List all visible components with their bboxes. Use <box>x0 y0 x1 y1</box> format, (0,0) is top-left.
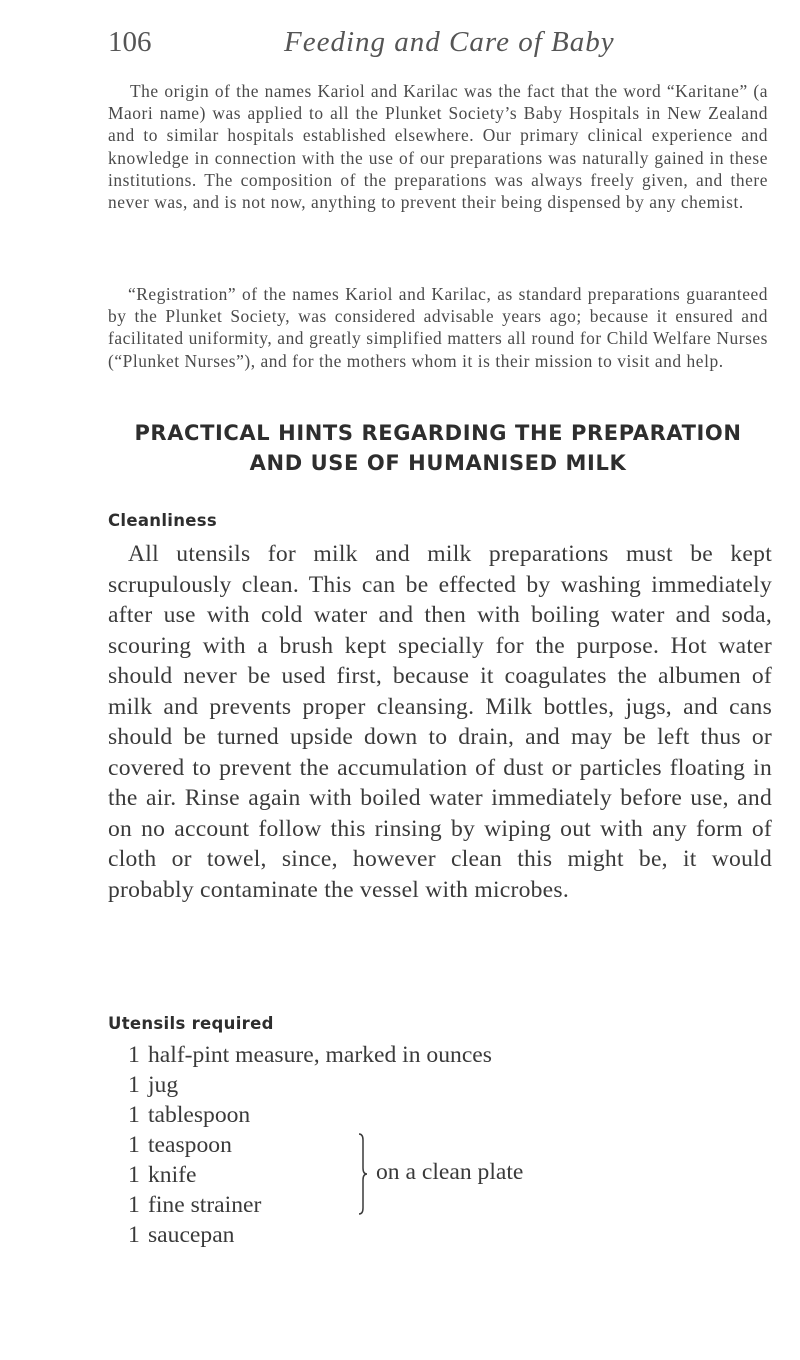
list-item <box>128 1220 492 1250</box>
item-quantity: 1 <box>128 1072 140 1098</box>
item-quantity: 1 <box>128 1102 140 1128</box>
item-name: fine strainer <box>148 1192 262 1218</box>
item-name: teaspoon <box>148 1132 232 1158</box>
item-quantity: 1 <box>128 1192 140 1218</box>
cleanliness-paragraph: All utensils for milk and milk preparations must be kept scrupulously clean. This can be effected by washing immediately after use with cold water and then with boiling water and soda, scouring with a brush kept specially for the purpose. Hot water should never be used first, because it coagulates the albumen of milk and prevents proper cleansing. Milk bottles, jugs, and cans should be turned upside down to drain, and may be left thus or covered to prevent the accumulation of dust or particles floating in the air. Rinse again with boiled water immediately before use, and on no account follow this rinsing by wiping out with any form of cloth or towel, since, however clean this might be, it would probably contaminate the vessel with microbes. <box>108 541 772 903</box>
item-name: saucepan <box>148 1222 235 1248</box>
list-item <box>128 1130 492 1160</box>
list-item <box>128 1190 492 1220</box>
utensils-list <box>128 1040 492 1250</box>
item-name: tablespoon <box>148 1102 251 1128</box>
item-name: knife <box>148 1162 197 1188</box>
plate-note: on a clean plate <box>376 1159 524 1185</box>
item-name: jug <box>148 1072 179 1098</box>
intro-paragraph-registration: “Registration” of the names Kariol and Karilac, as standard preparations guaranteed by the Plunket Society, was considered advisable years ago; because it ensured and facilitated uniformity, and greatly simplified matters all round for Child Welfare Nurses (“Plunket Nurses”), and for the mothers whom it is their mission to visit and help. <box>108 284 768 371</box>
item-quantity: 1 <box>128 1042 140 1068</box>
intro-paragraph-origin: The origin of the names Kariol and Karilac was the fact that the word “Karitane” (a Maori name) was applied to all the Plunket Society’s Baby Hospitals in New Zealand and to similar hospitals established elsewhere. Our primary clinical experience and knowledge in connection with the use of our preparations was naturally gained in these institutions. The composition of the preparations was always freely given, and there never was, and is not now, anything to prevent their being dispensed by any chemist. <box>108 81 768 213</box>
grouping-brace <box>357 1132 369 1216</box>
running-title: Feeding and Care of Baby <box>284 26 615 58</box>
item-quantity: 1 <box>128 1222 140 1248</box>
list-item <box>128 1100 492 1130</box>
section-heading <box>108 418 768 478</box>
item-quantity: 1 <box>128 1132 140 1158</box>
utensils-subheading: Utensils required <box>108 1014 274 1033</box>
item-name: half-pint measure, marked in ounces <box>148 1042 492 1068</box>
running-head <box>108 26 768 70</box>
list-item <box>128 1070 492 1100</box>
section-heading-line-2: AND USE OF HUMANISED MILK <box>249 451 627 475</box>
cleanliness-subheading: Cleanliness <box>108 511 218 530</box>
section-heading-line-1: PRACTICAL HINTS REGARDING THE PREPARATION <box>134 421 742 445</box>
item-quantity: 1 <box>128 1162 140 1188</box>
page-number: 106 <box>108 26 152 58</box>
list-item <box>128 1040 492 1070</box>
